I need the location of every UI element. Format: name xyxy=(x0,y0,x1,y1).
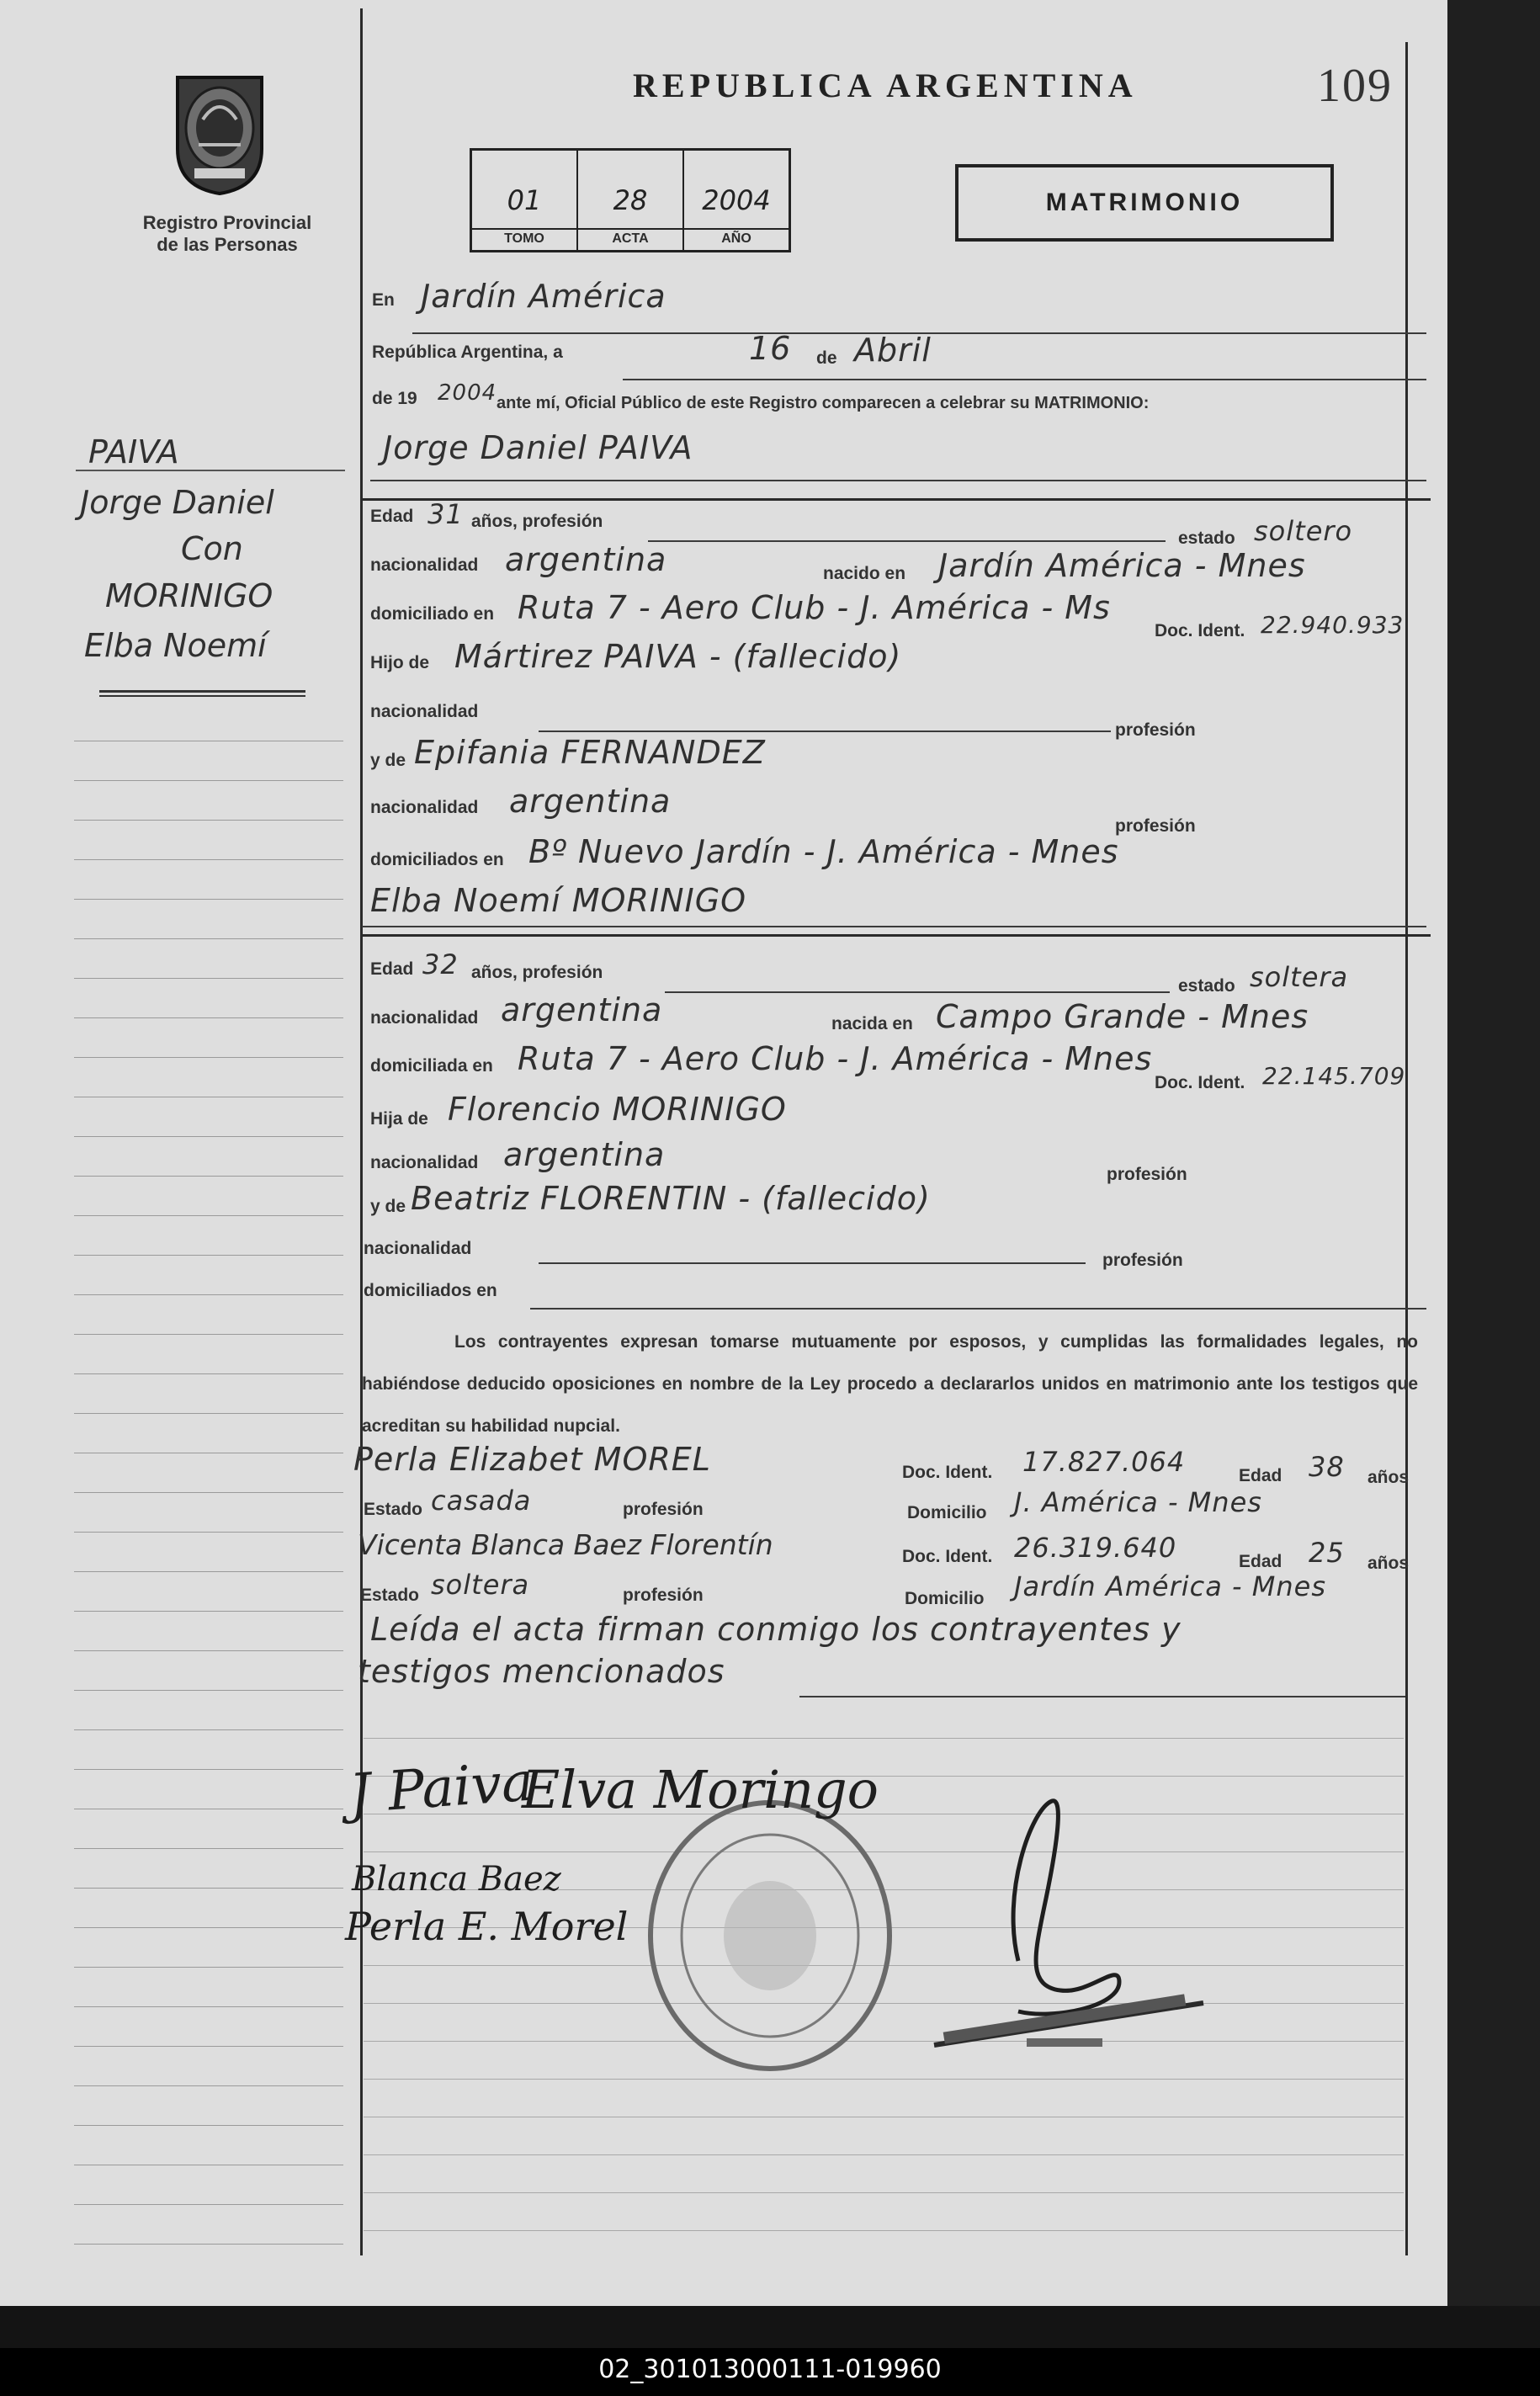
registry-line2: de las Personas xyxy=(157,234,298,255)
margin-rule xyxy=(74,1255,343,1256)
margin-given-name: Jorge Daniel xyxy=(80,484,274,521)
bride-domiciliada-label: domiciliada en xyxy=(370,1056,493,1076)
margin-con: Con xyxy=(181,530,243,567)
margin-rule xyxy=(74,1215,343,1216)
groom-nacionalidad-label: nacionalidad xyxy=(370,555,479,575)
bride-profesion-line xyxy=(665,991,1170,993)
bride-nationality: argentina xyxy=(501,991,663,1028)
margin-rule xyxy=(74,1571,343,1572)
bride-nacida-label: nacida en xyxy=(831,1014,913,1033)
acta-value: 28 xyxy=(613,184,648,216)
margin-rule xyxy=(74,2244,343,2245)
witness1-edad-label: Edad xyxy=(1239,1466,1282,1485)
groom-signature: J Paiva xyxy=(347,1751,536,1826)
bride-nac3-line xyxy=(539,1262,1086,1264)
groom-domiciliados-label: domiciliados en xyxy=(370,850,504,869)
witness1-doc: 17.827.064 xyxy=(1022,1446,1186,1478)
margin-end-rule-a xyxy=(99,690,305,693)
bride-estado-label: estado xyxy=(1178,976,1235,996)
groom-profesion-line xyxy=(648,540,1166,542)
margin-rule xyxy=(74,1373,343,1374)
witness2-doc: 26.319.640 xyxy=(1014,1532,1177,1564)
groom-father: Mártirez PAIVA - (fallecido) xyxy=(454,638,902,675)
witness1-estado: casada xyxy=(431,1485,532,1517)
groom-nac2-line xyxy=(539,730,1111,732)
groom-yde-label: y de xyxy=(370,751,406,770)
ruled-line xyxy=(364,2079,1404,2080)
groom-nacionalidad3-label: nacionalidad xyxy=(370,798,479,817)
country-title: REPUBLICA ARGENTINA xyxy=(633,66,1138,104)
tomo-label: TOMO xyxy=(472,228,576,247)
groom-hijo-label: Hijo de xyxy=(370,653,430,672)
bride-age: 32 xyxy=(422,948,459,980)
groom-domiciliado-label: domiciliado en xyxy=(370,604,495,624)
bride-father: Florencio MORINIGO xyxy=(448,1091,787,1128)
bride-estado: soltera xyxy=(1250,961,1349,993)
page-number: 109 xyxy=(1317,60,1393,112)
groom-estado: soltero xyxy=(1254,515,1353,547)
margin-rule xyxy=(74,1294,343,1295)
ano-value: 2004 xyxy=(702,184,771,216)
margin-rule xyxy=(74,1967,343,1968)
witness2-estado-label: Estado xyxy=(360,1586,420,1605)
witness1-domicilio: J. América - Mnes xyxy=(1014,1486,1262,1518)
bride-mother: Beatriz FLORENTIN - (fallecido) xyxy=(411,1180,931,1217)
bride-dom-line xyxy=(530,1308,1426,1310)
groom-age: 31 xyxy=(427,498,464,530)
republic-label: República Argentina, a xyxy=(372,343,563,362)
bride-hija-label: Hija de xyxy=(370,1109,428,1129)
de-label: de xyxy=(816,348,837,368)
margin-given-name-2: Elba Noemí xyxy=(84,627,267,664)
margin-rule xyxy=(74,1176,343,1177)
bride-anos-profesion-label: años, profesión xyxy=(471,963,603,982)
margin-rule xyxy=(74,1690,343,1691)
tomo-value: 01 xyxy=(507,184,542,216)
groom-name-underline xyxy=(370,480,1426,481)
bride-nacionalidad2-label: nacionalidad xyxy=(370,1153,479,1172)
witness1-estado-label: Estado xyxy=(364,1500,423,1519)
bride-address: Ruta 7 - Aero Club - J. América - Mnes xyxy=(518,1040,1153,1077)
witness1-domicilio-label: Domicilio xyxy=(907,1503,987,1522)
margin-rule xyxy=(74,1848,343,1849)
official-signature-icon xyxy=(917,1793,1237,2062)
acta-label: ACTA xyxy=(578,228,682,247)
witness2-age: 25 xyxy=(1309,1537,1345,1569)
groom-anos-profesion-label: años, profesión xyxy=(471,512,603,531)
margin-rule xyxy=(74,1611,343,1612)
groom-nacido-label: nacido en xyxy=(823,564,906,583)
bride-name: Elba Noemí MORINIGO xyxy=(370,882,747,919)
file-caption: 02_301013000111-019960 xyxy=(598,2355,942,2384)
groom-nacionalidad2-label: nacionalidad xyxy=(370,702,479,721)
ano-cell xyxy=(684,151,789,250)
bride-nacionalidad-label: nacionalidad xyxy=(370,1008,479,1028)
margin-rule xyxy=(74,1888,343,1889)
bride-profesion2-label: profesión xyxy=(1102,1251,1183,1270)
groom-nationality: argentina xyxy=(505,541,667,578)
statement-text: ante mí, Oficial Público de este Registro comparecen a celebrar su MATRIMONIO: xyxy=(497,394,1150,412)
acta-cell xyxy=(578,151,684,250)
margin-rule xyxy=(74,820,343,821)
date-underline xyxy=(623,379,1426,380)
witness1-anos-label: años xyxy=(1367,1468,1410,1487)
margin-rule xyxy=(74,2204,343,2205)
declaration-text: Los contrayentes expresan tomarse mutuamente por esposos, y cumplidas las formalidades legales, no habiéndose deducido oposiciones en nombre de la Ley procedo a declararlos unidos en matrimonio ante los testigos que acreditan su habilidad nupcial. xyxy=(362,1332,1418,1436)
ceremony-place: Jardín América xyxy=(421,278,666,315)
year-prefix: de 19 xyxy=(372,389,417,408)
margin-rule xyxy=(74,938,343,939)
margin-rule xyxy=(74,1017,343,1018)
margin-rule xyxy=(74,1729,343,1730)
margin-surname-2: MORINIGO xyxy=(105,577,273,614)
ceremony-year: 2004 xyxy=(438,380,497,406)
margin-rule xyxy=(74,899,343,900)
witness1-signature: Perla E. Morel xyxy=(345,1904,629,1949)
ruled-line xyxy=(364,2154,1404,2155)
witness2-domicilio-label: Domicilio xyxy=(905,1589,985,1608)
ruled-line xyxy=(364,1738,1404,1739)
margin-rule xyxy=(74,2046,343,2047)
bride-name-underline xyxy=(362,926,1426,927)
margin-rule xyxy=(74,780,343,781)
witness2-profesion-label: profesión xyxy=(623,1586,704,1605)
ceremony-day: 16 xyxy=(749,330,792,367)
groom-parents-address: Bº Nuevo Jardín - J. América - Mnes xyxy=(528,833,1119,870)
margin-end-rule-b xyxy=(99,695,305,697)
groom-profesion2-label: profesión xyxy=(1115,816,1196,836)
bride-domiciliados-label: domiciliados en xyxy=(364,1281,497,1300)
witness2-name: Vicenta Blanca Baez Florentín xyxy=(358,1528,773,1561)
bride-yde-label: y de xyxy=(370,1197,406,1216)
registry-line1: Registro Provincial xyxy=(142,212,312,233)
ceremony-month: Abril xyxy=(854,332,932,369)
groom-address: Ruta 7 - Aero Club - J. América - Ms xyxy=(518,589,1111,626)
margin-rule xyxy=(74,2125,343,2126)
margin-rule xyxy=(74,2085,343,2086)
registry-org-name xyxy=(118,212,337,256)
groom-doc: 22.940.933 xyxy=(1261,611,1405,639)
groom-estado-label: estado xyxy=(1178,529,1235,548)
right-frame-line xyxy=(1405,42,1408,2255)
margin-rule xyxy=(74,2006,343,2007)
margin-rule xyxy=(74,1136,343,1137)
witness2-anos-label: años xyxy=(1367,1554,1410,1573)
tomo-cell xyxy=(472,151,578,250)
margin-rule xyxy=(74,1057,343,1058)
margin-rule xyxy=(74,978,343,979)
witness1-profesion-label: profesión xyxy=(623,1500,704,1519)
margin-rule xyxy=(74,1413,343,1414)
margin-rule xyxy=(74,1927,343,1928)
bride-signature: Elva Moringo xyxy=(522,1759,879,1820)
en-label: En xyxy=(372,290,395,310)
groom-top-rule xyxy=(362,498,1431,501)
record-number-box xyxy=(470,148,791,252)
page-edge-shadow xyxy=(1447,0,1540,2348)
groom-mother: Epifania FERNANDEZ xyxy=(414,734,766,771)
witness2-signature: Blanca Baez xyxy=(352,1860,561,1899)
witness1-age: 38 xyxy=(1309,1451,1345,1483)
margin-rule xyxy=(74,1492,343,1493)
ruled-line xyxy=(364,2230,1404,2231)
bride-profesion-label: profesión xyxy=(1107,1165,1187,1184)
certificate-type-box: MATRIMONIO xyxy=(955,164,1334,242)
margin-rule xyxy=(74,859,343,860)
margin-rule xyxy=(74,1769,343,1770)
margin-rule xyxy=(74,1650,343,1651)
bride-doc-label: Doc. Ident. xyxy=(1155,1073,1245,1092)
bride-nacionalidad3-label: nacionalidad xyxy=(364,1239,472,1258)
provincial-emblem-icon xyxy=(165,69,274,195)
witness2-doc-label: Doc. Ident. xyxy=(902,1547,993,1566)
bride-edad-label: Edad xyxy=(370,959,414,979)
ano-label: AÑO xyxy=(684,228,789,247)
scan-bottom-band xyxy=(0,2306,1540,2348)
groom-profesion-label: profesión xyxy=(1115,720,1196,740)
groom-birthplace: Jardín América - Mnes xyxy=(938,547,1306,584)
bride-father-nationality: argentina xyxy=(503,1136,666,1173)
witness2-edad-label: Edad xyxy=(1239,1552,1282,1571)
closing-underline xyxy=(799,1696,1405,1697)
witness1-doc-label: Doc. Ident. xyxy=(902,1463,993,1482)
closing-line-2: testigos mencionados xyxy=(358,1653,725,1690)
bride-birthplace: Campo Grande - Mnes xyxy=(936,998,1309,1035)
groom-name: Jorge Daniel PAIVA xyxy=(383,429,693,466)
margin-surname: PAIVA xyxy=(88,433,179,470)
groom-edad-label: Edad xyxy=(370,507,414,526)
ruled-line xyxy=(364,2192,1404,2193)
witness1-name: Perla Elizabet MOREL xyxy=(353,1441,711,1478)
bride-top-rule xyxy=(362,934,1431,937)
groom-doc-label: Doc. Ident. xyxy=(1155,621,1245,640)
witness2-estado: soltera xyxy=(431,1569,530,1601)
groom-mother-nationality: argentina xyxy=(509,783,672,820)
margin-rule xyxy=(74,1334,343,1335)
closing-line-1: Leída el acta firman conmigo los contrayentes y xyxy=(370,1611,1182,1648)
official-stamp-icon xyxy=(644,1797,896,2075)
witness2-domicilio: Jardín América - Mnes xyxy=(1014,1570,1326,1602)
bride-doc: 22.145.709 xyxy=(1262,1062,1406,1090)
margin-rule xyxy=(74,1532,343,1533)
